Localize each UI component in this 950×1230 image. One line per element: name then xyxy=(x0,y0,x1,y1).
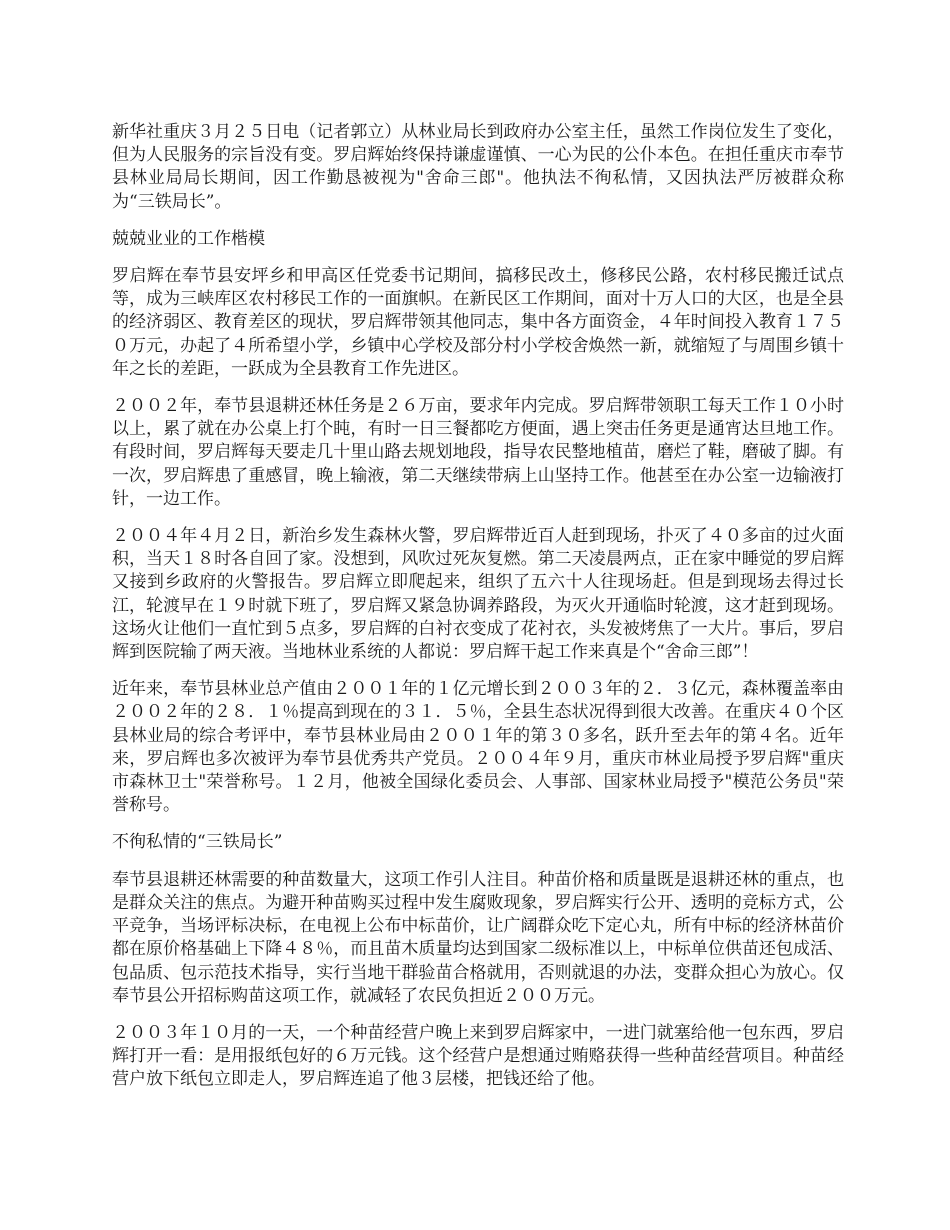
intro-paragraph: 新华社重庆３月２５日电（记者郭立）从林业局长到政府办公室主任，虽然工作岗位发生了变化，但为人民服务的宗旨没有变。罗启辉始终保持谦虚谨慎、一心为民的公仆本色。在担任重庆市奉节县林业局局长期间，因工作勤恳被视为"舍命三郎"。他执法不徇私情，又因执法严厉被群众称为“三铁局长”。 xyxy=(112,122,844,212)
paragraph-forestry-output: 近年来，奉节县林业总产值由２００１年的１亿元增长到２００３年的２．３亿元，森林覆盖率由２００２年的２８．１％提高到现在的３１．５％，全县生态状况得到很大改善。在重庆４０个区县林业局的综合考评中，奉节县林业局由２００１年的第３０多名，跃升至去年的第４名。近年来，罗启辉也多次被评为奉节县优秀共产党员。２００４年９月，重庆市林业局授予罗启辉"重庆市森林卫士"荣誉称号。１２月，他被全国绿化委员会、人事部、国家林业局授予"模范公务员"荣誉称号。 xyxy=(112,679,844,816)
section-heading-iron-director: 不徇私情的“三铁局长” xyxy=(112,832,283,853)
paragraph-resettlement: 罗启辉在奉节县安坪乡和甲高区任党委书记期间，搞移民改土，修移民公路，农村移民搬迁试点等，成为三峡库区农村移民工作的一面旗帜。在新民区工作期间，面对十万人口的大区，也是全县的经济弱区、教育差区的现状，罗启辉带领其他同志，集中各方面资金，４年时间投入教育１７５０万元，办起了４所希望小学，乡镇中心学校及部分村小学校舍焕然一新，就缩短了与周围乡镇十年之长的差距，一跃成为全县教育工作先进区。 xyxy=(112,266,844,379)
section-heading-work-model: 兢兢业业的工作楷模 xyxy=(112,228,265,249)
paragraph-2002-reforestation: ２００２年，奉节县退耕还林任务是２６万亩，要求年内完成。罗启辉带领职工每天工作１０小时以上，累了就在办公桌上打个盹，有时一日三餐都吃方便面，遇上突击任务更是通宵达旦地工作。有段时间，罗启辉每天要走几十里山路去规划地段，指导农民整地植苗，磨烂了鞋，磨破了脚。有一次，罗启辉患了重感冒，晚上输液，第二天继续带病上山坚持工作。他甚至在办公室一边输液打针，一边工作。 xyxy=(112,396,844,509)
paragraph-bribe-refused: ２００３年１０月的一天，一个种苗经营户晚上来到罗启辉家中，一进门就塞给他一包东西，罗启辉打开一看：是用报纸包好的６万元钱。这个经营户是想通过贿赂获得一些种苗经营项目。种苗经营户放下纸包立即走人，罗启辉连追了他３层楼，把钱还给了他。 xyxy=(112,1022,844,1090)
article-body xyxy=(112,121,844,1106)
paragraph-2004-forest-fire: ２００４年４月２日，新治乡发生森林火警，罗启辉带近百人赶到现场，扑灭了４０多亩的过火面积，当天１８时各自回了家。没想到，风吹过死灰复燃。第二天凌晨两点，正在家中睡觉的罗启辉又接到乡政府的火警报告。罗启辉立即爬起来，组织了五六十人往现场赶。但是到现场去得过长江，轮渡早在１９时就下班了，罗启辉又紧急协调养路段，为灭火开通临时轮渡，这才赶到现场。这场火让他们一直忙到５点多，罗启辉的白衬衣变成了花衬衣，头发被烤焦了一大片。事后，罗启辉到医院输了两天液。当地林业系统的人都说：罗启辉干起工作来真是个“舍命三郎”！ xyxy=(112,526,844,663)
paragraph-seedling-bidding: 奉节县退耕还林需要的种苗数量大，这项工作引人注目。种苗价格和质量既是退耕还林的重点，也是群众关注的焦点。为避开种苗购买过程中发生腐败现象，罗启辉实行公开、透明的竞标方式，公平竞争，当场评标决标，在电视上公布中标苗价，让广阔群众吃下定心丸，所有中标的经济林苗价都在原价格基础上下降４８％，而且苗木质量均达到国家二级标准以上，中标单位供苗还包成活、包品质、包示范技术指导，实行当地干群验苗合格就用，否则就退的办法，变群众担心为放心。仅奉节县公开招标购苗这项工作，就减轻了农民负担近２００万元。 xyxy=(112,869,844,1006)
